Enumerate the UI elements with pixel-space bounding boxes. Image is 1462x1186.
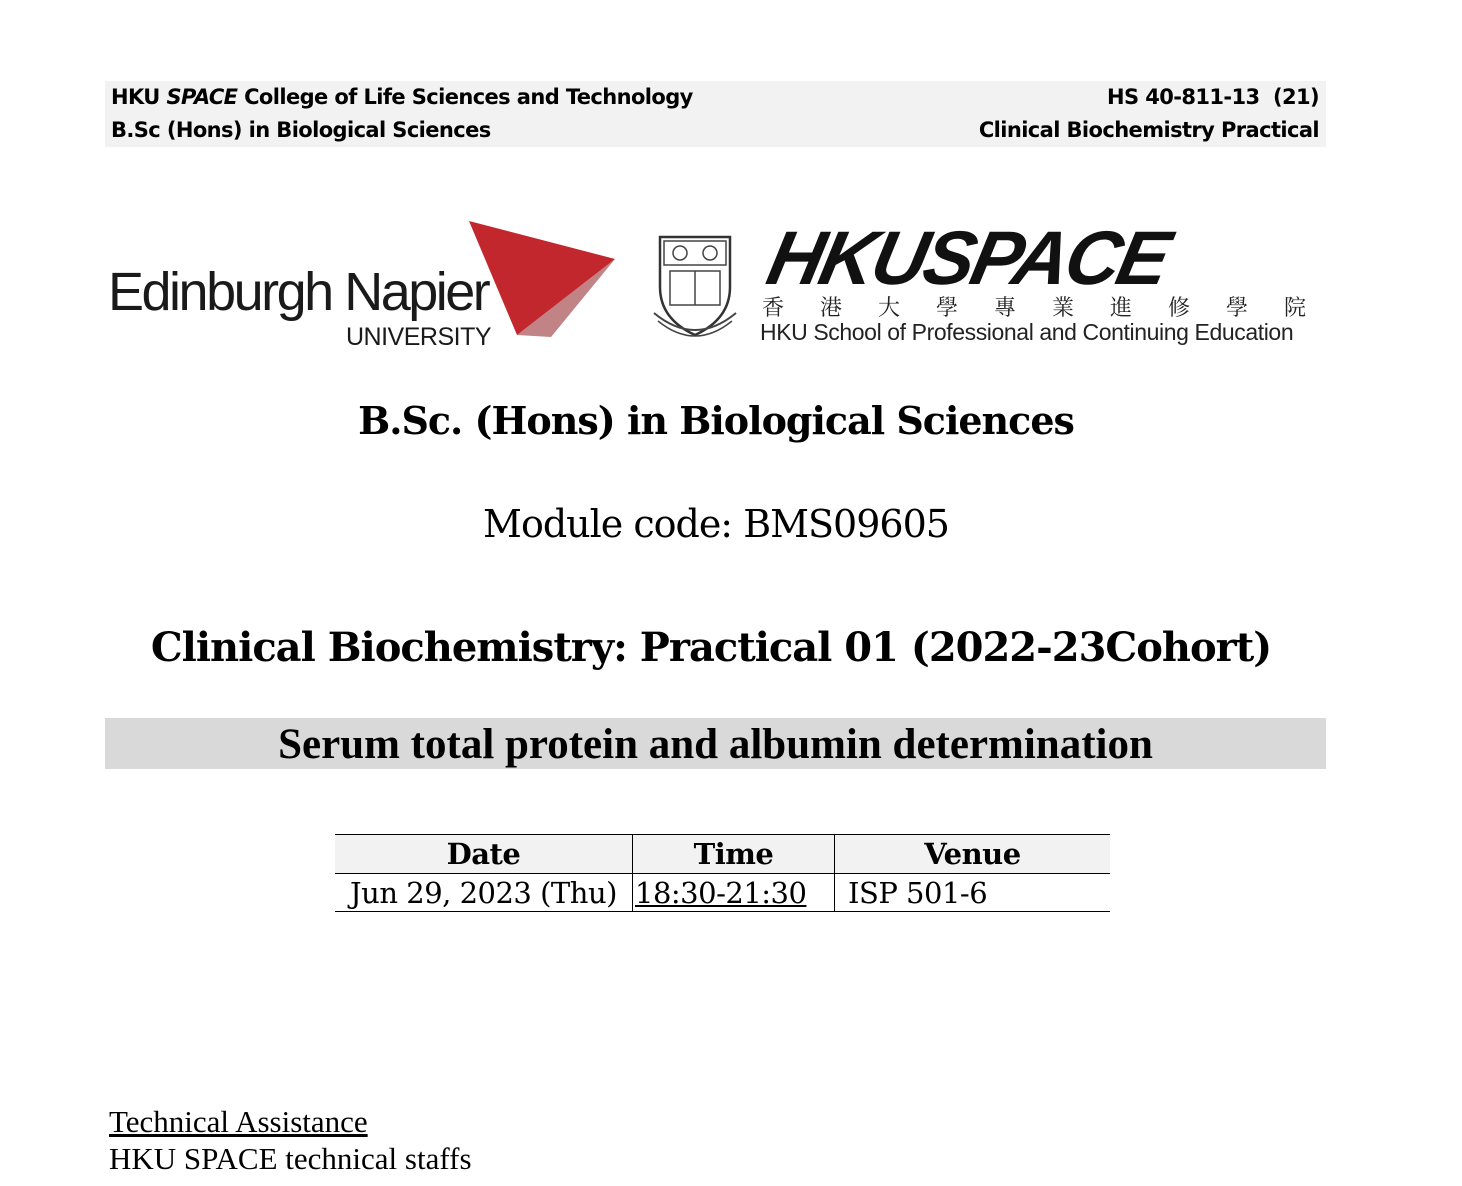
header-left [111,81,693,147]
header-college-space: SPACE [166,85,238,109]
hkuspace-chinese-name: 香港大學專業進修學院 [762,296,1343,321]
technical-assistance [109,1103,472,1177]
header-college-prefix: HKU [111,85,167,109]
header-right [979,81,1319,147]
page-header [105,81,1326,147]
napier-name: Edinburgh Napier [108,262,489,322]
schedule-header-venue: Venue [835,835,1111,874]
practical-topic-banner: Serum total protein and albumin determination [105,718,1326,769]
schedule-date: Jun 29, 2023 (Thu) [335,874,633,912]
assistance-text: HKU SPACE technical staffs [109,1141,472,1176]
logo-banner [105,215,1343,355]
module-code: Module code: BMS09605 [483,502,949,546]
hku-crest-icon [650,229,740,341]
schedule-row [335,874,1110,912]
schedule-table [335,834,1110,912]
header-programme: B.Sc (Hons) in Biological Sciences [111,118,491,142]
schedule-header-time: Time [633,835,835,874]
hkuspace-name: HKUSPACE [760,216,1176,301]
napier-logo [105,215,625,355]
assistance-heading: Technical Assistance [109,1104,368,1139]
hkuspace-full-name: HKU School of Professional and Continuing Education [760,319,1294,345]
schedule-header-row [335,835,1110,874]
header-course: Clinical Biochemistry Practical [978,118,1319,142]
header-doc-code: HS 40-811-13 (21) [1107,85,1319,109]
practical-title: Clinical Biochemistry: Practical 01 (2022-23Cohort) [150,624,1272,671]
header-college [111,81,693,114]
schedule-time: 18:30-21:30 [633,874,835,912]
schedule-header-date: Date [335,835,633,874]
header-college-suffix: College of Life Sciences and Technology [237,85,693,109]
programme-title: B.Sc. (Hons) in Biological Sciences [358,398,1074,443]
napier-university: UNIVERSITY [346,323,492,351]
schedule-venue: ISP 501-6 [835,874,1111,912]
